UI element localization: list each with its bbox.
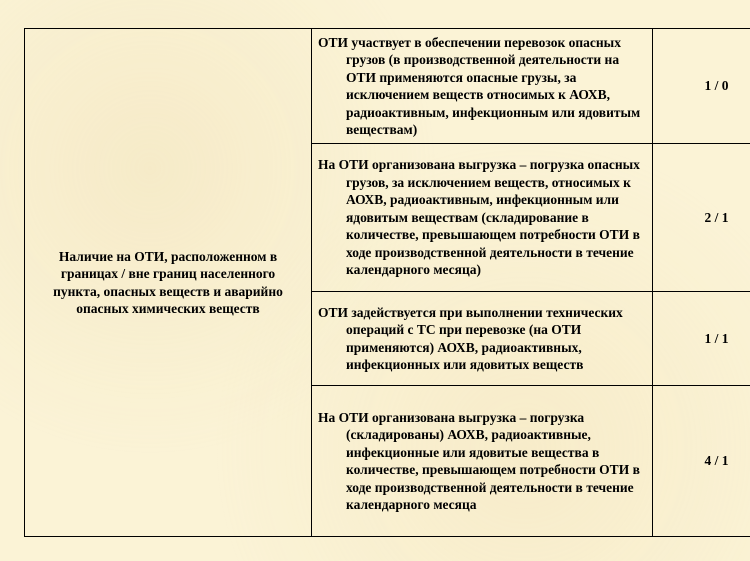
condition-cell xyxy=(312,144,653,292)
condition-text: На ОТИ организована выгрузка – погрузка опасных грузов, за исключением веществ, относимых к АОХВ, радиоактивным, инфекционным или ядовитым веществам (складирование в количестве, превышающем потребности ОТИ в ходе производственной деятельности в течение календарного месяца) xyxy=(318,157,640,278)
score-value: 1 / 1 xyxy=(704,330,729,346)
criterion-text: Наличие на ОТИ, расположенном в границах / вне границ населенного пункта, опасных веществ и аварийно опасных химических веществ xyxy=(53,248,283,316)
score-cell xyxy=(653,292,750,386)
criterion-cell xyxy=(25,29,312,537)
condition-text: ОТИ участвует в обеспечении перевозок опасных грузов (в производственной деятельности на ОТИ применяются опасные грузы, за исключением веществ относимых к АОХВ, радиоактивным, инфекционным или ядовитым веществам) xyxy=(318,34,641,137)
score-value: 4 / 1 xyxy=(704,453,729,469)
condition-cell xyxy=(312,386,653,537)
condition-text: ОТИ задействуется при выполнении технических операций с ТС при перевозке (на ОТИ применяются) АОХВ, радиоактивных, инфекционных или ядовитых веществ xyxy=(318,304,623,372)
score-value: 2 / 1 xyxy=(704,209,729,225)
condition-cell xyxy=(312,292,653,386)
score-cell xyxy=(653,144,750,292)
condition-text: На ОТИ организована выгрузка – погрузка (складированы) АОХВ, радиоактивные, инфекционные или ядовитые вещества в количестве, превышающем потребности ОТИ в ходе производственной деятельности в течение календарного месяца xyxy=(318,409,640,512)
score-cell xyxy=(653,29,750,144)
criteria-table xyxy=(24,28,750,537)
score-value: 1 / 0 xyxy=(704,78,729,94)
table-row xyxy=(25,29,750,144)
score-cell xyxy=(653,386,750,537)
condition-cell xyxy=(312,29,653,144)
